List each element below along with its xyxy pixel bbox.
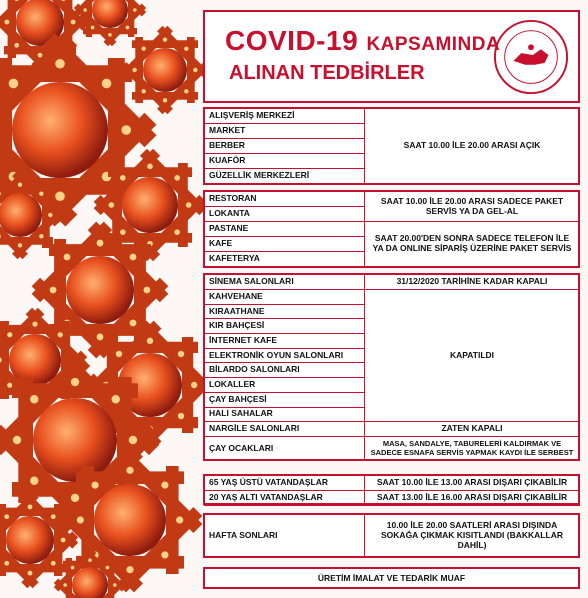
rule-cell: ZATEN KAPALI	[365, 422, 580, 437]
list-item: LOKANTA	[205, 207, 365, 222]
footer-text: ÜRETİM İMALAT VE TEDARİK MUAF	[317, 573, 466, 583]
page-title	[225, 25, 500, 57]
table-food	[204, 191, 580, 267]
list-item: KAFETERYA	[205, 252, 365, 267]
list-item: HAFTA SONLARI	[205, 515, 365, 558]
list-item: LOKALLER	[205, 378, 365, 393]
list-item: HALI SAHALAR	[205, 407, 365, 422]
seal-logo	[492, 18, 570, 96]
list-item: ÇAY OCAKLARI	[205, 437, 365, 461]
list-item: BERBER	[205, 139, 365, 154]
list-item: KAFE	[205, 237, 365, 252]
list-item: GÜZELLİK MERKEZLERİ	[205, 169, 365, 184]
table-shops	[204, 108, 580, 184]
list-item: NARGİLE SALONLARI	[205, 422, 365, 437]
list-item: 65 YAŞ ÜSTÜ VATANDAŞLAR	[205, 476, 365, 491]
title-suffix: KAPSAMINDA	[366, 34, 501, 55]
rule-cell: SAAT 10.00 İLE 20.00 ARASI SADECE PAKET SERVİS YA DA GEL-AL	[365, 192, 580, 222]
rule-cell: MASA, SANDALYE, TABURELERİ KALDIRMAK VE SADECE ESNAFA SERVİS YAPMAK KAYDI İLE SERBEST	[365, 437, 580, 461]
list-item: BİLARDO SALONLARI	[205, 363, 365, 378]
title-main: COVID-19	[225, 25, 359, 56]
rule-cell: SAAT 10.00 İLE 20.00 ARASI AÇIK	[365, 109, 580, 184]
section-age	[203, 474, 580, 505]
rule-cell: 31/12/2020 TARİHİNE KADAR KAPALI	[365, 275, 580, 290]
list-item: RESTORAN	[205, 192, 365, 207]
section-closed	[203, 273, 580, 461]
table-age	[204, 475, 580, 506]
list-item: 20 YAŞ ALTI VATANDAŞLAR	[205, 491, 365, 506]
section-weekend	[203, 513, 580, 558]
list-item: PASTANE	[205, 222, 365, 237]
section-food	[203, 190, 580, 268]
list-item: İNTERNET KAFE	[205, 334, 365, 349]
list-item: KUAFÖR	[205, 154, 365, 169]
section-shops	[203, 107, 580, 185]
rule-cell: 10.00 İLE 20.00 SAATLERİ ARASI DIŞINDA SOKAĞA ÇIKMAK KISITLANDI (BAKKALLAR DAHİL)	[365, 515, 580, 558]
list-item: SİNEMA SALONLARI	[205, 275, 365, 290]
page-subtitle: ALINAN TEDBİRLER	[229, 62, 425, 84]
list-item: MARKET	[205, 124, 365, 139]
title-box	[203, 10, 580, 103]
footer-box	[203, 567, 580, 589]
rule-cell: KAPATILDI	[365, 290, 580, 422]
rule-cell: SAAT 10.00 İLE 13.00 ARASI DIŞARI ÇIKABİLİR	[365, 476, 580, 491]
rule-cell: SAAT 20.00'DEN SONRA SADECE TELEFON İLE YA DA ONLINE SİPARİŞ ÜZERİNE PAKET SERVİS	[365, 222, 580, 267]
table-closed	[204, 274, 580, 461]
list-item: ÇAY BAHÇESİ	[205, 392, 365, 407]
table-weekend	[204, 514, 580, 558]
list-item: KAHVEHANE	[205, 290, 365, 305]
list-item: ELEKTRONİK OYUN SALONLARI	[205, 348, 365, 363]
rule-cell: SAAT 13.00 İLE 16.00 ARASI DIŞARI ÇIKABİLİR	[365, 491, 580, 506]
list-item: ALIŞVERİŞ MERKEZİ	[205, 109, 365, 124]
list-item: KIRAATHANE	[205, 304, 365, 319]
list-item: KIR BAHÇESİ	[205, 319, 365, 334]
